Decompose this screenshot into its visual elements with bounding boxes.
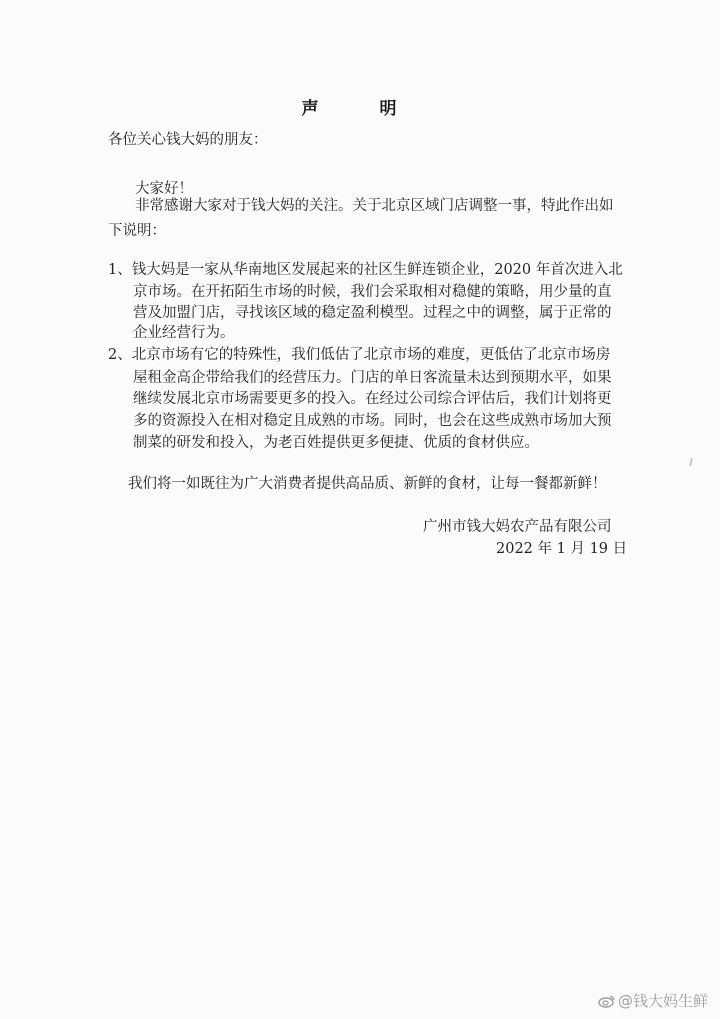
item2-line: 2、北京市场有它的特殊性，我们低估了北京市场的难度，更低估了北京市场房 xyxy=(108,347,611,363)
item1-line: 营及加盟门店，寻找该区域的稳定盈利模型。过程之中的调整，属于正常的 xyxy=(133,305,612,321)
item2-line: 屋租金高企带给我们的经营压力。门店的单日客流量未达到预期水平，如果 xyxy=(133,370,612,386)
closing-statement: 我们将一如既往为广大消费者提供高品质、新鲜的食材，让每一餐都新鲜！ xyxy=(128,476,607,492)
item1-line: 1、钱大妈是一家从华南地区发展起来的社区生鲜连锁企业，2020 年首次进入北 xyxy=(108,262,623,278)
salutation: 各位关心钱大妈的朋友： xyxy=(108,132,268,148)
item1-line: 企业经营行为。 xyxy=(133,325,235,341)
watermark-text: @钱大妈生鲜 xyxy=(617,992,708,1010)
intro-line-2: 下说明： xyxy=(108,223,166,239)
item2-line: 多的资源投入在相对稳定且成熟的市场。同时，也会在这些成熟市场加大预 xyxy=(133,413,612,429)
intro-line-1: 非常感谢大家对于钱大妈的关注。关于北京区域门店调整一事，特此作出如 xyxy=(135,198,614,214)
item2-line: 制菜的研发和投入，为老百姓提供更多便捷、优质的食材供应。 xyxy=(133,435,539,451)
weibo-icon xyxy=(598,994,616,1008)
weibo-watermark xyxy=(598,990,708,1011)
item2-line: 继续发展北京市场需要更多的投入。在经过公司综合评估后，我们计划将更 xyxy=(133,391,612,407)
item1-line: 京市场。在开拓陌生市场的时候，我们会采取相对稳健的策略，用少量的直 xyxy=(133,284,612,300)
page-title: 声 明 xyxy=(301,99,419,119)
signature-date: 2022 年 1 月 19 日 xyxy=(496,541,628,557)
company-signature: 广州市钱大妈农产品有限公司 xyxy=(423,519,612,535)
scan-speck xyxy=(689,458,693,466)
greeting: 大家好！ xyxy=(135,181,193,197)
